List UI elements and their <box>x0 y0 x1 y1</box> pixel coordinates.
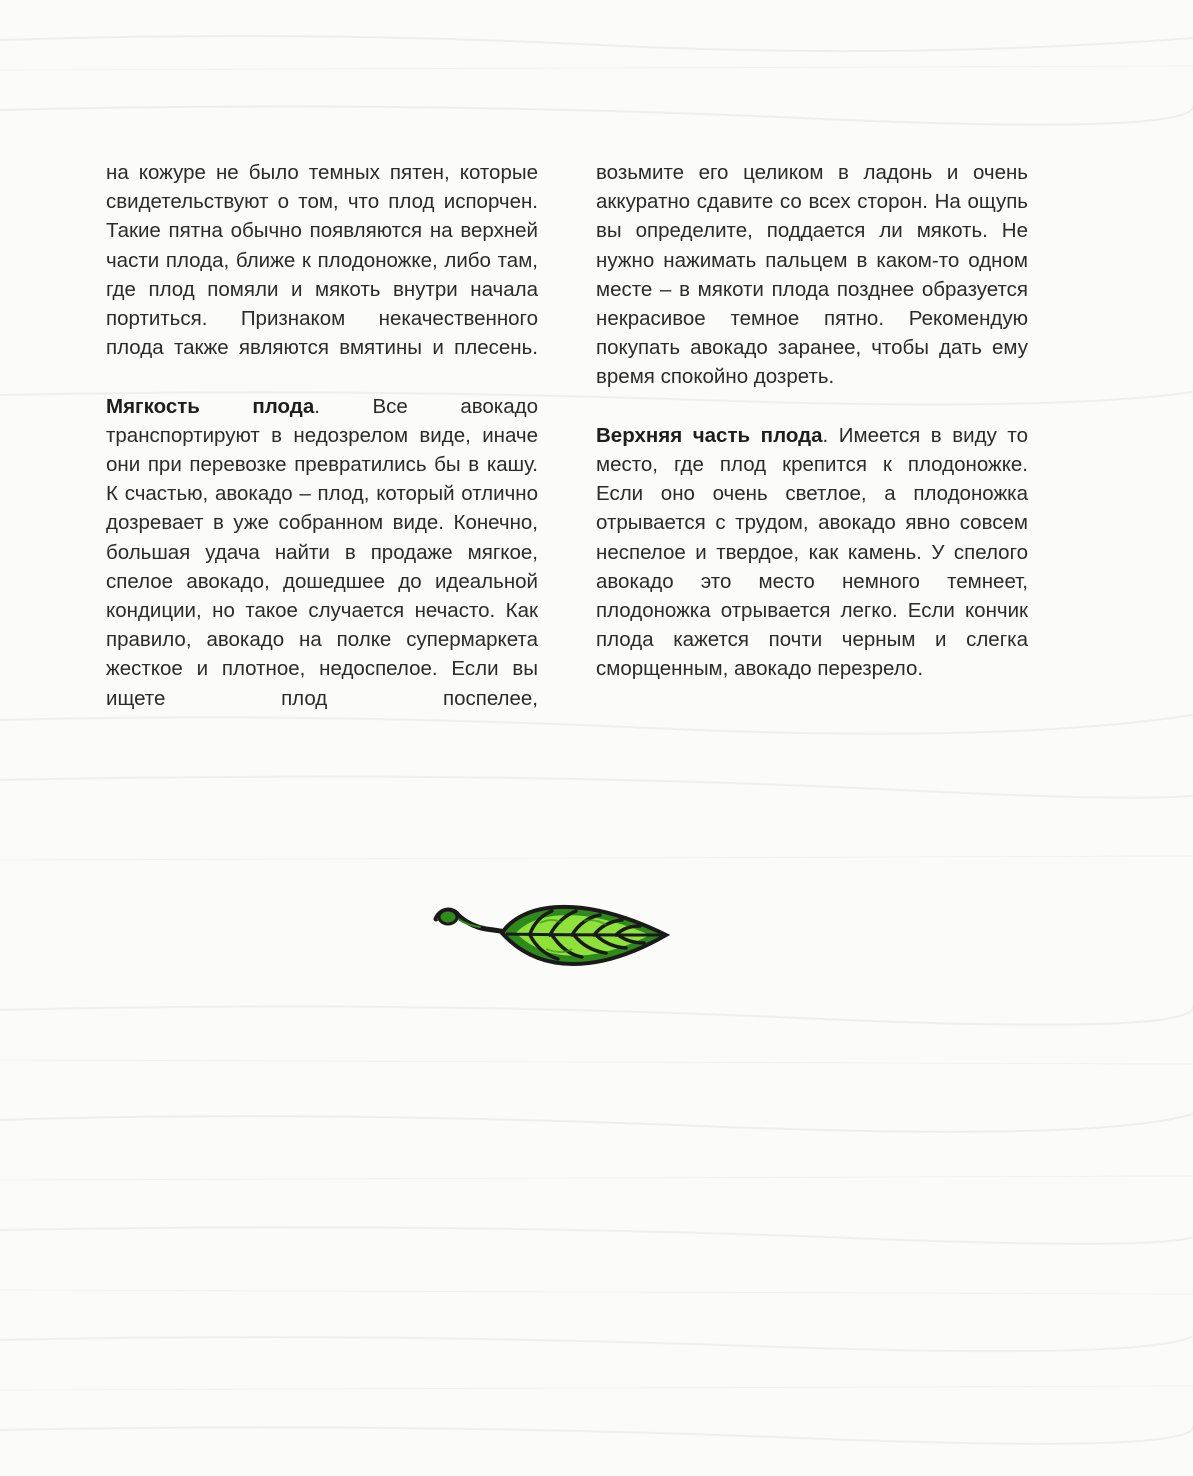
top-part-heading: Верхняя часть плода <box>596 423 823 447</box>
right-paragraph-1: возьмите его целиком в ладонь и очень аккуратно сдавите со всех сторон. На ощупь вы определите, поддается ли мякоть. Не нужно нажимать пальцем в каком-то одном месте – в мякоти плода позднее образуется некрасивое темное пятно. Рекомендую покупать авокадо заранее, чтобы дать ему время спокойно дозреть. <box>596 161 1028 389</box>
left-paragraph-1: на кожуре не было темных пятен, которые свидетельствуют о том, что плод испорчен. Такие пятна обычно появляются на верхней части плода, ближе к плодоножке, либо там, где плод помяли и мякоть внутри начала портиться. Признаком некачественного плода также являются вмятины и плесень. <box>106 161 538 360</box>
leaf-icon <box>430 893 670 977</box>
softness-heading: Мягкость плода <box>106 394 315 418</box>
right-column <box>596 158 1028 713</box>
left-column <box>106 158 538 742</box>
right-paragraph-2: Верхняя часть плода. Имеется в виду то место, где плод крепится к плодоножке. Если оно очень светлое, а плодоножка отрывается с трудом, авокадо явно совсем неспелое и твердое, как камень. У спелого авокадо это место немного темнеет, плодоножка отрывается легко. Если кончик плода кажется почти черным и слегка сморщенным, авокадо перезрело. <box>596 423 1028 681</box>
left-paragraph-2: Мягкость плода. Все авокадо транспортируют в недозрелом виде, иначе они при перевозке превратились бы в кашу. К счастью, авокадо – плод, который отлично дозревает в уже собранном виде. Конечно, большая удача найти в продаже мягкое, спелое авокадо, дошедшее до идеальной кондиции, но такое случается нечасто. Как правило, авокадо на полке супермаркета жесткое и плотное, недоспелое. Если вы ищете плод поспелее, <box>106 394 538 710</box>
